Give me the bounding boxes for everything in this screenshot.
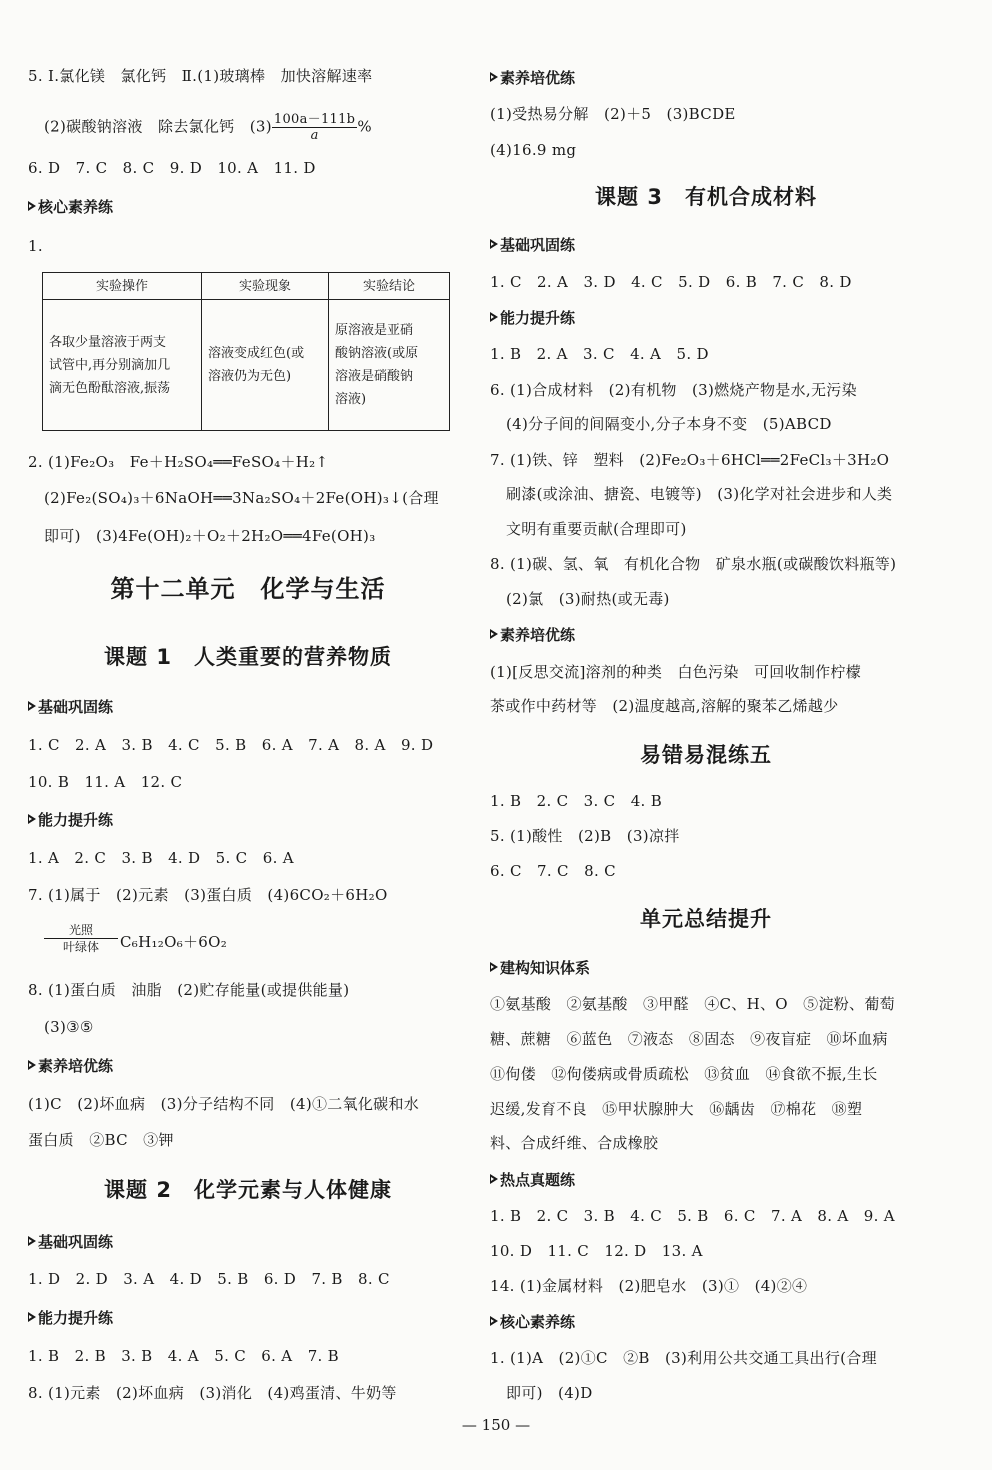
section-heading — [28, 1308, 113, 1328]
cell-text: 试管中,再分别滴加几 — [49, 357, 171, 373]
cell-text: 各取少量溶液于两支 — [49, 334, 167, 350]
cell-text: 滴无色酚酞溶液,振荡 — [49, 380, 171, 396]
answer-line: 即可) (3)4Fe(OH)₂＋O₂＋2H₂O══4Fe(OH)₃ — [44, 527, 376, 545]
answer-line: C₆H₁₂O₆＋6O₂ — [120, 933, 228, 951]
answer-line: 7. (1)属于 (2)元素 (3)蛋白质 (4)6CO₂＋6H₂O — [28, 886, 388, 904]
cell-text: 溶液) — [335, 392, 367, 407]
answer-line: 10. D 11. C 12. D 13. A — [490, 1242, 703, 1260]
triangle-icon — [28, 701, 36, 711]
triangle-icon — [490, 629, 498, 639]
section-heading — [490, 235, 575, 255]
answer-line: 刷漆(或涂油、搪瓷、电镀等) (3)化学对社会进步和人类 — [506, 485, 893, 503]
answer-line: 6. C 7. C 8. C — [490, 862, 616, 880]
section-heading — [490, 958, 590, 978]
answer-line: 1. B 2. B 3. B 4. A 5. C 6. A 7. B — [28, 1347, 339, 1365]
triangle-icon — [490, 1174, 498, 1184]
section-heading — [28, 1056, 113, 1076]
triangle-icon — [490, 239, 498, 249]
triangle-icon — [28, 1312, 36, 1322]
section-heading-label: 素养培优练 — [500, 69, 576, 87]
answer-line: 1. C 2. A 3. B 4. C 5. B 6. A 7. A 8. A 9. D — [28, 736, 434, 754]
section-heading-label: 基础巩固练 — [38, 1233, 114, 1251]
answer-line: 1. D 2. D 3. A 4. D 5. B 6. D 7. B 8. C — [28, 1270, 390, 1288]
table-header: 实验现象 — [202, 273, 329, 300]
table-header: 实验结论 — [329, 273, 450, 300]
answer-line: 14. (1)金属材料 (2)肥皂水 (3)① (4)②④ — [490, 1277, 808, 1295]
triangle-icon — [490, 962, 498, 972]
answer-line: 1. A 2. C 3. B 4. D 5. C 6. A — [28, 849, 294, 867]
section-title: 易错易混练五 — [640, 743, 772, 767]
section-heading-label: 核心素养练 — [38, 198, 114, 216]
section-heading-label: 能力提升练 — [38, 1309, 114, 1327]
section-heading-label: 基础巩固练 — [500, 236, 576, 254]
answer-line: (4)分子间的间隔变小,分子本身不变 (5)ABCD — [506, 415, 832, 433]
section-heading — [490, 1312, 575, 1332]
answer-line: 6. D 7. C 8. C 9. D 10. A 11. D — [28, 159, 316, 177]
answer-line: 7. (1)铁、锌 塑料 (2)Fe₂O₃＋6HCl══2FeCl₃＋3H₂O — [490, 451, 890, 469]
answer-line: ⑪佝偻 ⑫佝偻病或骨质疏松 ⑬贫血 ⑭食欲不振,生长 — [490, 1065, 878, 1083]
section-heading — [490, 1170, 575, 1190]
fraction — [272, 112, 357, 143]
fraction-denominator: a — [310, 128, 319, 143]
answer-line: 5. (1)酸性 (2)B (3)凉拌 — [490, 827, 680, 845]
cell-text: 原溶液是亚硝 — [335, 323, 414, 338]
section-heading — [490, 308, 575, 328]
lesson-title: 课题 1 人类重要的营养物质 — [104, 645, 392, 669]
section-heading-label: 建构知识体系 — [500, 959, 591, 977]
answer-line: (1)C (2)坏血病 (3)分子结构不同 (4)①二氧化碳和水 — [28, 1095, 420, 1113]
answer-line: 8. (1)碳、氢、氧 有机化合物 矿泉水瓶(或碳酸饮料瓶等) — [490, 555, 897, 573]
section-heading-label: 素养培优练 — [500, 626, 576, 644]
answer-line: 1. B 2. C 3. B 4. C 5. B 6. C 7. A 8. A 9. A — [490, 1207, 895, 1225]
triangle-icon — [28, 1236, 36, 1246]
lesson-title: 课题 2 化学元素与人体健康 — [104, 1178, 392, 1202]
triangle-icon — [28, 1060, 36, 1070]
triangle-icon — [490, 1316, 498, 1326]
lesson-title: 课题 3 有机合成材料 — [595, 185, 817, 209]
table-header: 实验操作 — [43, 273, 202, 300]
answer-line: 8. (1)蛋白质 油脂 (2)贮存能量(或提供能量) — [28, 981, 350, 999]
answer-line: 茶或作中药材等 (2)温度越高,溶解的聚苯乙烯越少 — [490, 697, 839, 715]
section-heading — [28, 810, 113, 830]
answer-line: 1. B 2. C 3. C 4. B — [490, 792, 663, 810]
unit-title: 第十二单元 化学与生活 — [110, 575, 386, 603]
cell-text: 溶液仍为无色) — [208, 369, 292, 384]
fraction-numerator: 100a－111b — [273, 112, 356, 127]
answer-text: (2)碳酸钠溶液 除去氯化钙 (3) — [44, 117, 272, 136]
answer-line: 文明有重要贡献(合理即可) — [506, 520, 687, 538]
section-heading — [28, 197, 113, 217]
question-label: 1. — [28, 237, 43, 255]
answer-line-with-fraction — [44, 112, 372, 143]
section-heading-label: 基础巩固练 — [38, 698, 114, 716]
answer-line: 迟缓,发育不良 ⑮甲状腺肿大 ⑯龋齿 ⑰棉花 ⑱塑 — [490, 1100, 863, 1118]
answer-line: 1. (1)A (2)①C ②B (3)利用公共交通工具出行(合理 — [490, 1349, 877, 1367]
answer-line: 10. B 11. A 12. C — [28, 773, 183, 791]
page-number: — 150 — — [461, 1416, 531, 1434]
triangle-icon — [28, 201, 36, 211]
answer-line: (2)Fe₂(SO₄)₃＋6NaOH══3Na₂SO₄＋2Fe(OH)₃↓(合理 — [44, 489, 439, 507]
triangle-icon — [490, 72, 498, 82]
answer-line: (4)16.9 mg — [490, 141, 577, 159]
cell-text: 酸钠溶液(或原 — [335, 346, 419, 361]
section-heading — [28, 697, 113, 717]
section-title: 单元总结提升 — [640, 907, 772, 931]
condition-bottom: 叶绿体 — [62, 940, 99, 954]
answer-line: 5. Ⅰ.氯化镁 氯化钙 Ⅱ.(1)玻璃棒 加快溶解速率 — [28, 67, 373, 85]
answer-line: 蛋白质 ②BC ③钾 — [28, 1131, 174, 1149]
answer-line: 即可) (4)D — [506, 1384, 593, 1402]
answer-line: 料、合成纤维、合成橡胶 — [490, 1134, 659, 1152]
answer-line: 6. (1)合成材料 (2)有机物 (3)燃烧产物是水,无污染 — [490, 381, 857, 399]
answer-line: 1. C 2. A 3. D 4. C 5. D 6. B 7. C 8. D — [490, 273, 852, 291]
reaction-condition — [44, 922, 118, 955]
triangle-icon — [28, 814, 36, 824]
section-heading-label: 素养培优练 — [38, 1057, 114, 1075]
experiment-table — [42, 272, 450, 431]
answer-line: ①氨基酸 ②氨基酸 ③甲醛 ④C、H、O ⑤淀粉、葡萄 — [490, 995, 895, 1013]
condition-top: 光照 — [44, 922, 118, 939]
answer-line: 2. (1)Fe₂O₃ Fe＋H₂SO₄══FeSO₄＋H₂↑ — [28, 453, 329, 471]
answer-line: 1. B 2. A 3. C 4. A 5. D — [490, 345, 709, 363]
section-heading — [490, 68, 575, 88]
cell-text: 溶液是硝酸钠 — [335, 369, 414, 384]
section-heading-label: 能力提升练 — [500, 309, 576, 327]
section-heading — [28, 1232, 113, 1252]
triangle-icon — [490, 312, 498, 322]
cell-text: 溶液变成红色(或 — [208, 346, 305, 361]
section-heading — [490, 625, 575, 645]
answer-line: (1)受热易分解 (2)＋5 (3)BCDE — [490, 105, 736, 123]
section-heading-label: 热点真题练 — [500, 1171, 576, 1189]
section-heading-label: 能力提升练 — [38, 811, 114, 829]
answer-line: (3)③⑤ — [44, 1018, 94, 1036]
answer-line: 糖、蔗糖 ⑥蓝色 ⑦液态 ⑧固态 ⑨夜盲症 ⑩坏血病 — [490, 1030, 888, 1048]
percent-sign: % — [357, 117, 372, 136]
section-heading-label: 核心素养练 — [500, 1313, 576, 1331]
table-cell-phenomenon — [202, 300, 329, 431]
answer-line: (2)氯 (3)耐热(或无毒) — [506, 590, 670, 608]
answer-line: 8. (1)元素 (2)坏血病 (3)消化 (4)鸡蛋清、牛奶等 — [28, 1384, 397, 1402]
table-cell-operation — [43, 300, 202, 431]
table-cell-conclusion — [329, 300, 450, 431]
answer-line: (1)[反思交流]溶剂的种类 白色污染 可回收制作柠檬 — [490, 663, 862, 681]
